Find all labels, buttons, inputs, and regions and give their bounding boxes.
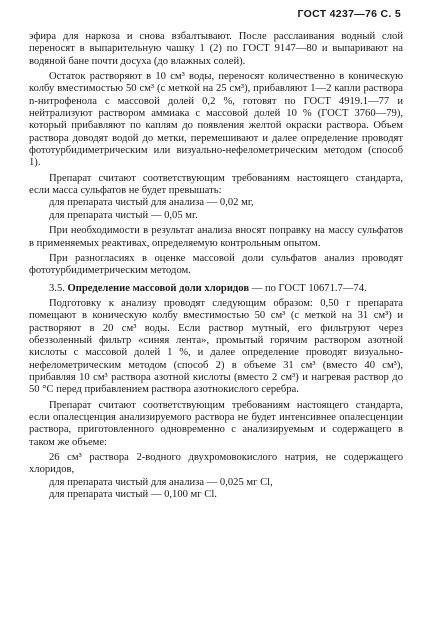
- standard-number: ГОСТ 4237—76: [297, 8, 378, 20]
- section-number: 3.5.: [49, 282, 65, 294]
- paragraph: Препарат считают соответствующим требованиям настоящего стандарта, если опалесценция анализируемого раствора не будет интенсивнее опалесценции раствора, приготовленного одновременно с анализируемым и содержащего в таком же объеме:: [29, 399, 403, 448]
- limit-line: для препарата чистый — 0,05 мг.: [49, 209, 198, 221]
- section-title: Определение массовой доли хлоридов: [67, 282, 250, 294]
- page-header: [298, 8, 401, 20]
- section-reference: — по ГОСТ 10671.7—74.: [251, 282, 367, 294]
- paragraph: 26 см³ раствора 2-водного двухромовокислого натрия, не содержащего хлоридов,: [29, 452, 403, 476]
- body-text: [29, 31, 403, 501]
- paragraph: Препарат считают соответствующим требованиям настоящего стандарта, если масса сульфатов не будет превышать:: [29, 172, 403, 197]
- paragraph: Остаток растворяют в 10 см³ воды, переносят количественно в коническую колбу вместимостью 50 см³ (с меткой на 25 см³), прибавляют 1—2 капли раствора n-нитрофенола с массовой долей 0,2 %, готовят по ГОСТ 4919.1—77 и нейтрализуют раствором аммиака с массовой долей 10 % (ГОСТ 3760—79), который прибавляют по каплям до появления желтой окраски раствора. Объем раствора доводят водой до метки, перемешивают и далее определение проводят фототурбидиметрическим или визуально-нефелометрическим методом (способ 1).: [29, 71, 403, 169]
- limit-line: для препарата чистый для анализа — 0,02 мг,: [49, 197, 254, 209]
- section-heading: [29, 283, 403, 295]
- page-number: С. 5: [380, 8, 401, 20]
- limit-line: для препарата чистый для анализа — 0,025 мг Cl,: [49, 476, 273, 488]
- limit-line: для препарата чистый — 0,100 мг Cl.: [49, 489, 217, 501]
- paragraph: При разногласиях в оценке массовой доли сульфатов анализ проводят фототурбидиметрическим методом.: [29, 252, 403, 277]
- paragraph: эфира для наркоза и снова взбалтывают. После расслаивания водный слой переносят в выпарительную чашку 1 (2) по ГОСТ 9147—80 и выпаривают на водяной бане почти досуха (до влажных солей).: [29, 31, 403, 67]
- paragraph: Подготовку к анализу проводят следующим образом: 0,50 г препарата помещают в коническую колбу вместимостью 50 см³ (с меткой на 31 см³) и растворяют в 20 см³ воды. Если раствор мутный, его фильтруют через обеззоленный фильтр «синяя лента», промытый горячим раствором азотной кислоты с массовой долей 1 %, и далее определение проводят визуально-нефелометрическим методом (способ 2) в объеме 31 см³ (вместо 40 см³), прибавляя 10 см³ раствора азотной кислоты (вместо 2 см³) и нагревая раствор до 50 °С перед прибавлением раствора азотнокислого серебра.: [29, 297, 403, 396]
- paragraph: При необходимости в результат анализа вносят поправку на массу сульфатов в применяемых реактивах, определяемую контрольным опытом.: [29, 225, 403, 249]
